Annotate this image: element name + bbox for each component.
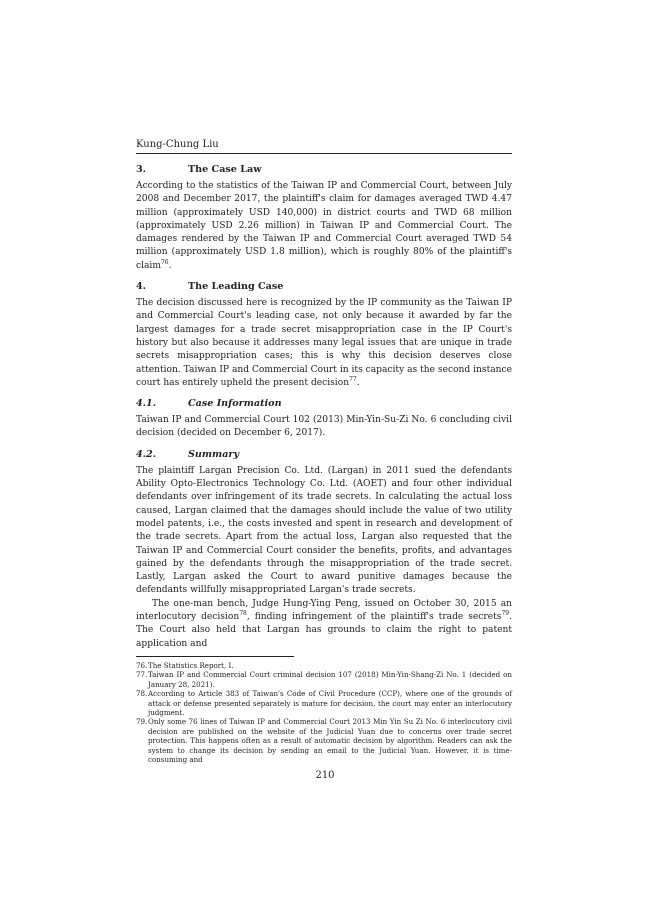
page-number: 210: [315, 770, 335, 781]
section-4-1-heading: [136, 398, 512, 409]
section-4-1-paragraph: Taiwan IP and Commercial Court 102 (2013) Min-Yin-Su-Zi No. 6 concluding civil decision (decided on December 6, 2017).: [136, 415, 512, 439]
section-title: Summary: [188, 448, 240, 460]
footnote-ref[interactable]: 76: [160, 258, 169, 266]
footnote-item: [136, 689, 512, 717]
footnote-number: 79.: [136, 717, 148, 727]
footnote-number: 77.: [136, 670, 148, 680]
footnote-item: [136, 670, 512, 689]
section-4-paragraph: [136, 297, 512, 390]
section-3-paragraph: [136, 180, 512, 273]
section-title: The Case Law: [188, 164, 262, 175]
section-4-2-paragraph-2: [136, 598, 512, 651]
footnote-text: Taiwan IP and Commercial Court criminal decision 107 (2018) Min-Yin-Shang-Zi No. 1 (decided on January 28, 2021).: [148, 670, 512, 689]
section-title: The Leading Case: [188, 281, 284, 293]
footnote-ref[interactable]: 77: [349, 375, 357, 383]
footnote-text: According to Article 383 of Taiwan's Code of Civil Procedure (CCP), where one of the grounds of attack or defense presented separately is mature for decision, the court may enter an interlocutory judgment.: [148, 689, 512, 717]
footnotes: [136, 661, 512, 764]
footnote-text: The Statistics Report, I.: [148, 660, 234, 670]
paragraph-text: . The Court also held that Largan has grounds to claim the right to patent application and: [136, 612, 512, 649]
footnote-number: 78.: [136, 689, 148, 699]
page-body: [136, 139, 512, 764]
paragraph-end: .: [168, 260, 172, 271]
footnote-ref[interactable]: 78: [239, 610, 247, 618]
running-head: Kung-Chung Liu: [136, 139, 512, 154]
section-4-heading: [136, 281, 512, 292]
section-number: 4.2.: [136, 448, 157, 460]
section-3-heading: [136, 164, 512, 175]
paragraph-text: , finding infringement of the plaintiff's trade secrets: [246, 612, 502, 623]
footnote-number: 76.: [136, 660, 148, 670]
paragraph-end: .: [356, 377, 360, 388]
footnote-ref[interactable]: 79: [501, 610, 510, 618]
paragraph-text: The one-man bench, Judge Hung-Ying Peng, issued on October 30, 2015 an interlocutory decision: [136, 598, 512, 623]
section-number: 4.: [136, 281, 147, 293]
section-4-2-heading: [136, 449, 512, 460]
section-title: Case Information: [188, 398, 282, 410]
section-number: 3.: [136, 164, 147, 175]
footnote-text: Only some 76 lines of Taiwan IP and Commercial Court 2013 Min Yin Su Zi No. 6 interlocutory civil decision are published on the website of the Judicial Yuan due to concerns over trade secret protection. This happens often as a result of automatic decision by algorithm. Readers can ask the system to change its decision by sending an email to the Judicial Yuan. However, it is time-consuming and: [148, 717, 512, 764]
paragraph-text: According to the statistics of the Taiwan IP and Commercial Court, between July 2008 and December 2017, the plaintiff's claim for damages averaged TWD 4.47 million (approximately USD 140,000) in district courts and TWD 68 million (approximately USD 2.26 million) in Taiwan IP and Commercial Court. The damages rendered by the Taiwan IP and Commercial Court averaged TWD 54 million (approximately USD 1.8 million), which is roughly 80% of the plaintiff's claim: [136, 181, 512, 271]
footnote-item: [136, 717, 512, 764]
footnote-item: [136, 661, 512, 670]
paragraph-text: The decision discussed here is recognized by the IP community as the Taiwan IP and Commercial Court's leading case, not only because it awarded by far the largest damages for a trade secret misappropriation case in the IP Court's history but also because it addresses many legal issues that are unique in trade secrets misappropriation cases; this is why this decision deserves close attention. Taiwan IP and Commercial Court in its capacity as the second instance court has entirely upheld the present decision: [136, 298, 512, 388]
footnote-divider: [136, 656, 294, 657]
section-number: 4.1.: [136, 398, 157, 410]
section-4-2-paragraph-1: The plaintiff Largan Precision Co. Ltd. (Largan) in 2011 sued the defendants Ability Opto-Electronics Technology Co. Ltd. (AOET) and four other individual defendants over infringement of its trade secrets. In calculating the actual loss caused, Largan claimed that the damages should include the value of two utility model patents, i.e., the costs invested and spent in research and development of the trade secrets. Apart from the actual loss, Largan also requested that the Taiwan IP and Commercial Court consider the benefits, profits, and advantages gained by the defendants through the misappropriation of the trade secret. Lastly, Largan asked the Court to award punitive damages because the defendants willfully misappropriated Largan's trade secrets.: [136, 465, 512, 596]
